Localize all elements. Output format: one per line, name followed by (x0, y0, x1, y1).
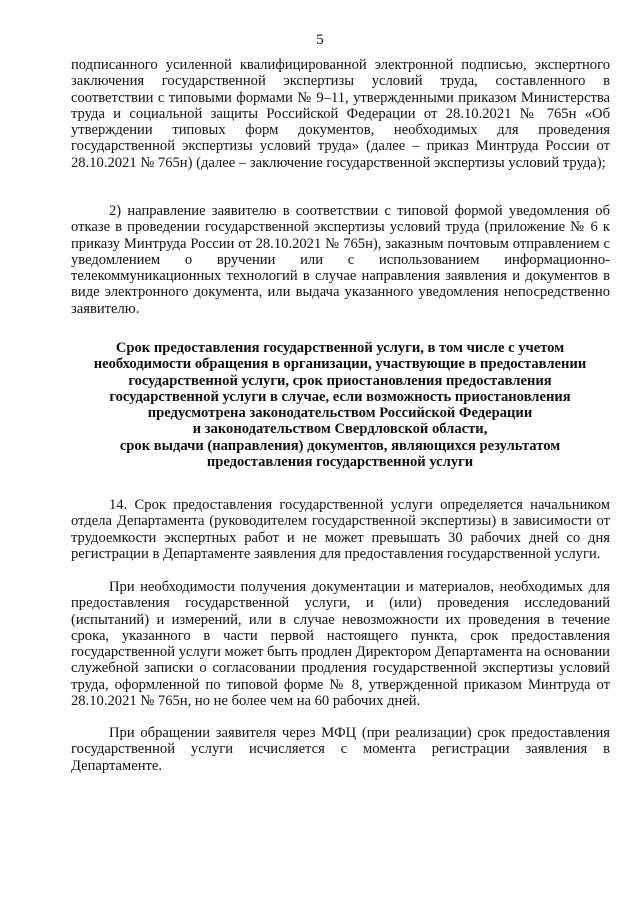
heading-line: предусмотрена законодательством Российской Федерации (147, 405, 533, 422)
heading-line: государственной услуги, срок приостановления предоставления (128, 372, 552, 389)
heading-line: предоставления государственной услуги (206, 454, 474, 471)
heading-line: необходимости обращения в организации, участвующие в предоставлении (93, 356, 587, 373)
paragraph-expert-conclusion: подписанного усиленной квалифицированной электронной подписью, экспертного заключения государственной экспертизы условий труда, составленного в соответствии с типовыми формами № 9–11, утвержденными приказом Министерства труда и социальной защиты Российской Федерации от 28.10.2021 № 765н «Об утверждении типовых форм документов, необходимых для проведения государственной экспертизы условий труда» (далее – приказ Минтруда России от 28.10.2021 № 765н) (далее – заключение государственной экспертизы условий труда); (71, 57, 610, 171)
page-number: 5 (316, 32, 324, 48)
paragraph-refusal-notice: 2) направление заявителю в соответствии с типовой формой уведомления об отказе в проведении государственной экспертизы условий труда (приложение № 6 к приказу Минтруда России от 28.10.2021 № 765н), заказным почтовым отправлением с уведомлением о вручении или с использованием информационно-телекоммуникационных технологий в случае направления заявления и документов в виде электронного документа, или выдача указанного уведомления непосредственно заявителю. (71, 203, 610, 317)
heading-line: срок выдачи (направления) документов, являющихся результатом (119, 437, 561, 454)
paragraph-extension: При необходимости получения документации и материалов, необходимых для предоставления государственной услуги, и (или) проведения исследований (испытаний) и измерений, или в случае невозможности их проведения в течение срока, указанного в части первой настоящего пункта, срок предоставления государственной услуги может быть продлен Директором Департамента на основании служебной записки о согласовании продления государственной экспертизы условий труда, оформленной по типовой форме № 8, утвержденной приказом Минтруда от 28.10.2021 № 765н, но не более чем на 60 рабочих дней. (71, 579, 610, 710)
heading-line: Срок предоставления государственной услуги, в том числе с учетом (115, 340, 565, 356)
heading-line: государственной услуги в случае, если возможность приостановления (109, 388, 571, 405)
section-heading (60, 340, 620, 470)
heading-line: и законодательством Свердловской области, (192, 421, 488, 438)
paragraph-mfc: При обращении заявителя через МФЦ (при реализации) срок предоставления государственной услуги исчисляется с момента регистрации заявления в Департаменте. (71, 725, 610, 774)
paragraph-item-14: 14. Срок предоставления государственной услуги определяется начальником отдела Департамента (руководителем государственной экспертизы) в зависимости от трудоемкости экспертных работ и не может превышать 30 рабочих дней со дня регистрации в Департаменте заявления для предоставления государственной услуги. (71, 497, 610, 562)
